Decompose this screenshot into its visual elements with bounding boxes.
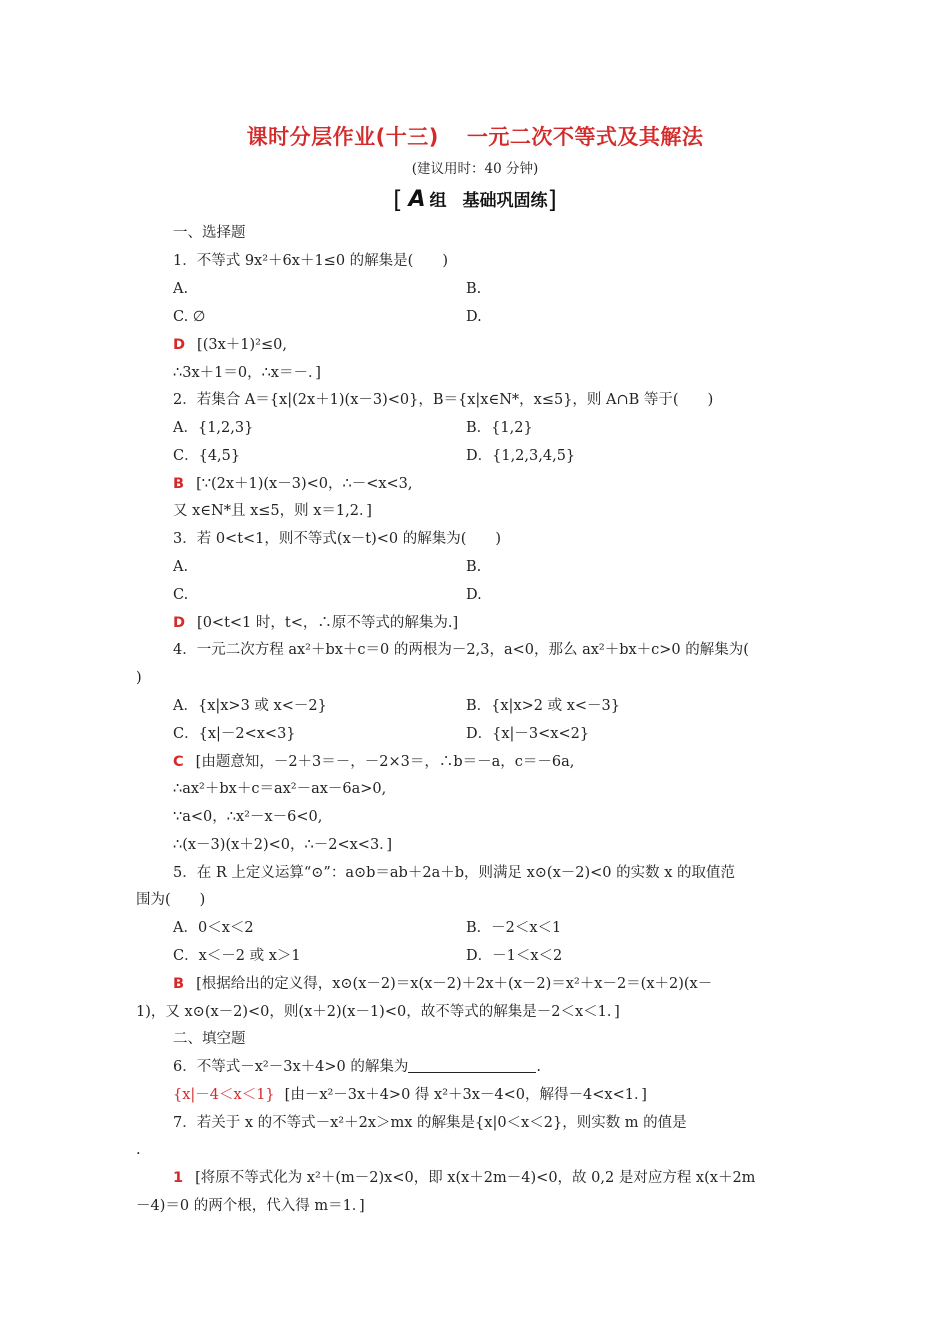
q7-explanation-2: －4)＝0 的两个根，代入得 m＝1．] <box>136 1198 365 1214</box>
q4-option-c: C．{x|－2<x<3} <box>173 726 296 742</box>
group-heading <box>0 186 950 214</box>
q6-stem-line <box>173 1057 541 1077</box>
q2-explanation-2: 又 x∈N*且 x≤5，则 x＝1,2．] <box>173 503 372 519</box>
q1-option-d: D. <box>466 309 482 325</box>
q4-explanation-2: ∴ax²＋bx＋c＝ax²－ax－6a>0, <box>173 781 387 797</box>
q6-stem: 6．不等式－x²－3x＋4>0 的解集为 <box>173 1059 409 1075</box>
q3-option-b: B. <box>466 559 482 575</box>
q1-answer: D <box>173 337 186 353</box>
title-right: 一元二次不等式及其解法 <box>466 125 704 149</box>
q3-answer-line <box>173 613 458 633</box>
q4-option-a: A．{x|x>3 或 x<－2} <box>173 698 327 714</box>
q5-stem-2: 围为( ) <box>136 892 206 908</box>
q3-explanation-1: [0<t<1 时，t<，∴原不等式的解集为.] <box>197 615 459 631</box>
q5-explanation-1: [根据给出的定义得，x⊙(x－2)＝x(x－2)＋2x＋(x－2)＝x²＋x－2＝(x＋2)(x－ <box>196 976 713 992</box>
group-bracket-close: ] <box>547 186 557 214</box>
q2-explanation-1: [∵(2x＋1)(x－3)<0，∴－<x<3, <box>196 476 413 492</box>
q4-explanation-3: ∵a<0，∴x²－x－6<0, <box>173 809 323 825</box>
q4-answer-line <box>173 752 574 772</box>
q2-answer: B <box>173 476 185 492</box>
q5-option-b: B．－2＜x＜1 <box>466 920 562 936</box>
q3-answer: D <box>173 615 186 631</box>
q2-option-b: B．{1,2} <box>466 420 533 436</box>
q4-explanation-4: ∴(x－3)(x＋2)<0，∴－2<x<3．] <box>173 837 393 853</box>
q1-explanation-2: ∴3x＋1＝0，∴x＝－．] <box>173 365 321 381</box>
q2-stem: 2．若集合 A＝{x|(2x＋1)(x－3)<0}，B＝{x|x∈N*，x≤5}，则 A∩B 等于( ) <box>173 392 714 408</box>
q1-answer-line <box>173 335 287 355</box>
q1-option-c: C. ∅ <box>173 309 206 325</box>
q5-option-c: C．x＜－2 或 x＞1 <box>173 948 301 964</box>
group-letter: A <box>408 187 426 212</box>
q6-answer-line <box>173 1085 647 1105</box>
q4-stem-2: ) <box>136 670 142 686</box>
title-left: 课时分层作业(十三) <box>246 125 439 149</box>
q2-answer-line <box>173 474 413 494</box>
q4-answer: C <box>173 754 184 770</box>
q3-stem: 3．若 0<t<1，则不等式(x－t)<0 的解集为( ) <box>173 531 502 547</box>
q5-stem-1: 5．在 R 上定义运算“⊙”：a⊙b＝ab＋2a＋b，则满足 x⊙(x－2)<0 的实数 x 的取值范 <box>173 865 736 881</box>
q6-answer: {x|－4＜x＜1} <box>173 1087 275 1103</box>
q1-option-a: A. <box>173 281 189 297</box>
group-bracket-open: [ <box>393 186 403 214</box>
section-heading-choice: 一、选择题 <box>173 225 246 241</box>
q5-explanation-2: 1)，又 x⊙(x－2)<0，则(x＋2)(x－1)<0，故不等式的解集是－2＜x＜1．] <box>136 1004 620 1020</box>
q2-option-c: C．{4,5} <box>173 448 241 464</box>
q6-stem-end: . <box>536 1059 541 1075</box>
q3-option-a: A. <box>173 559 189 575</box>
q5-answer-line <box>173 974 712 994</box>
suggested-time: (建议用时：40 分钟) <box>411 161 539 177</box>
q7-stem-1: 7．若关于 x 的不等式－x²＋2x＞mx 的解集是{x|0＜x＜2}，则实数 m 的值是 <box>173 1115 687 1131</box>
q1-explanation-1: [(3x＋1)²≤0, <box>197 337 287 353</box>
q2-option-a: A．{1,2,3} <box>173 420 254 436</box>
q6-answer-blank <box>408 1058 536 1073</box>
q3-option-d: D. <box>466 587 482 603</box>
section-heading-fill: 二、填空题 <box>173 1031 246 1047</box>
q7-answer: 1 <box>173 1170 184 1186</box>
q2-option-d: D．{1,2,3,4,5} <box>466 448 576 464</box>
q1-option-b: B. <box>466 281 482 297</box>
q1-stem: 1．不等式 9x²＋6x＋1≤0 的解集是( ) <box>173 253 448 269</box>
q4-explanation-1: [由题意知，－2＋3＝－，－2×3＝，∴b＝－a，c＝－6a, <box>195 754 575 770</box>
q4-stem-1: 4．一元二次方程 ax²＋bx＋c＝0 的两根为－2,3，a<0，那么 ax²＋bx＋c>0 的解集为( <box>173 642 749 658</box>
group-name: 基础巩固练 <box>462 191 548 211</box>
q7-stem-2: . <box>136 1142 141 1158</box>
q4-option-b: B．{x|x>2 或 x<－3} <box>466 698 620 714</box>
q3-option-c: C. <box>173 587 189 603</box>
q5-answer: B <box>173 976 185 992</box>
q7-explanation-1: [将原不等式化为 x²＋(m－2)x<0，即 x(x＋2m－4)<0，故 0,2 是对应方程 x(x＋2m <box>195 1170 756 1186</box>
q5-option-a: A．0＜x＜2 <box>173 920 254 936</box>
group-label: 组 <box>429 191 447 211</box>
q4-option-d: D．{x|－3<x<2} <box>466 726 590 742</box>
q5-option-d: D．－1＜x＜2 <box>466 948 563 964</box>
page-title <box>0 121 950 151</box>
q7-answer-line <box>173 1168 755 1188</box>
q6-explanation: [由－x²－3x＋4>0 得 x²＋3x－4<0，解得－4<x<1．] <box>284 1087 647 1103</box>
